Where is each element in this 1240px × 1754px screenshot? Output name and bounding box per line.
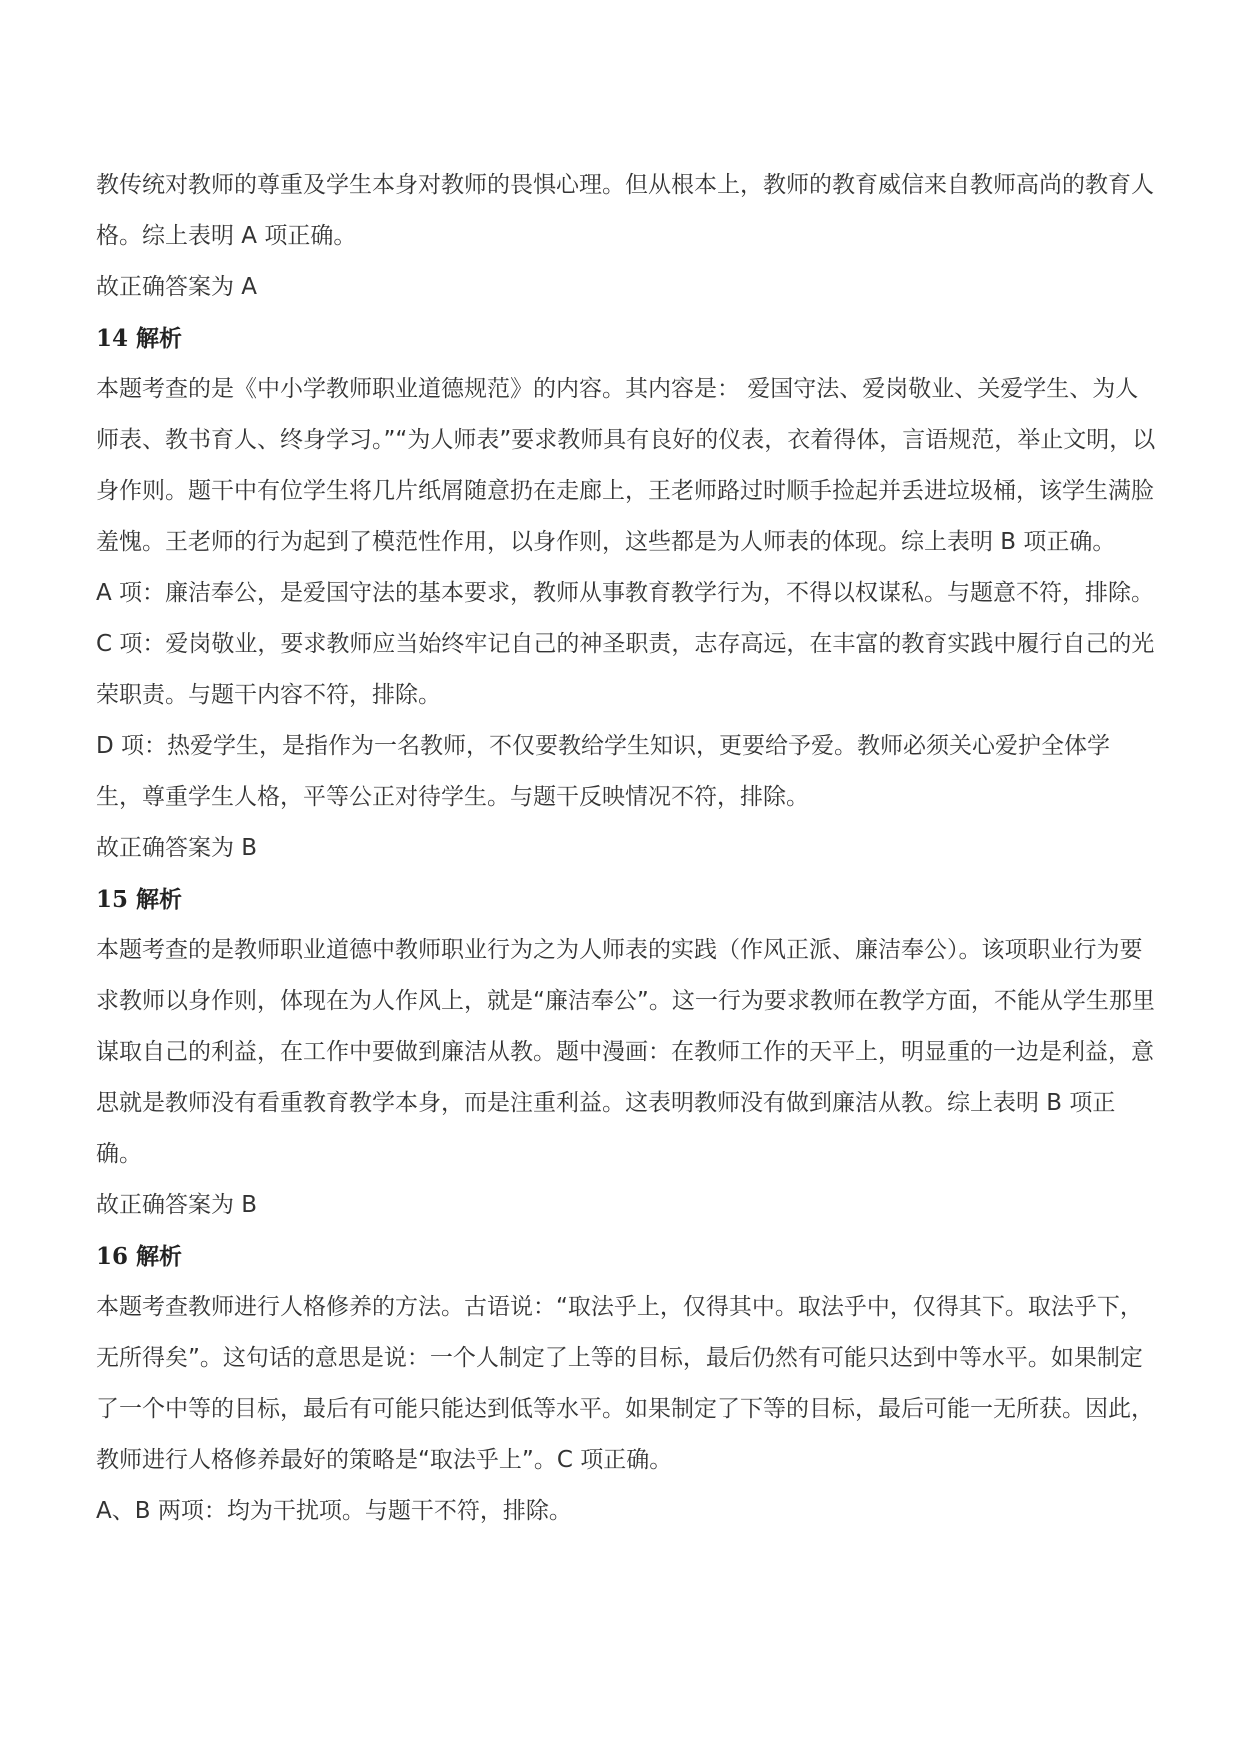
paragraph: C 项：爱岗敬业，要求教师应当始终牢记自己的神圣职责，志存高远，在丰富的教育实践中履行自己的光荣职责。与题干内容不符，排除。 (96, 631, 1155, 708)
paragraph: A、B 两项：均为干扰项。与题干不符，排除。 (96, 1498, 572, 1524)
section-heading: 14 解析 (96, 325, 183, 352)
paragraph: A 项：廉洁奉公，是爱国守法的基本要求，教师从事教育教学行为，不得以权谋私。与题意不符，排除。 (96, 580, 1155, 606)
section-heading: 15 解析 (96, 886, 183, 913)
paragraph: 本题考查教师进行人格修养的方法。古语说：“取法乎上，仅得其中。取法乎中，仅得其下。取法乎下，无所得矣”。这句话的意思是说：一个人制定了上等的目标，最后仍然有可能只达到中等水平。如果制定了一个中等的目标，最后有可能只能达到低等水平。如果制定了下等的目标，最后可能一无所获。因此，教师进行人格修养最好的策略是“取法乎上”。C 项正确。 (96, 1294, 1154, 1473)
paragraph: 本题考查的是教师职业道德中教师职业行为之为人师表的实践（作风正派、廉洁奉公）。该项职业行为要求教师以身作则，体现在为人作风上，就是“廉洁奉公”。这一行为要求教师在教学方面，不能从学生那里谋取自己的利益，在工作中要做到廉洁从教。题中漫画：在教师工作的天平上，明显重的一边是利益，意思就是教师没有看重教育教学本身，而是注重利益。这表明教师没有做到廉洁从教。综上表明 B 项正确。 (96, 937, 1155, 1167)
answer-line: 故正确答案为 B (96, 1192, 258, 1218)
paragraph: D 项：热爱学生，是指作为一名教师，不仅要教给学生知识，更要给予爱。教师必须关心爱护全体学生，尊重学生人格，平等公正对待学生。与题干反映情况不符，排除。 (96, 733, 1111, 810)
answer-line: 故正确答案为 B (96, 835, 258, 861)
paragraph: 本题考查的是《中小学教师职业道德规范》的内容。其内容是： 爱国守法、爱岗敬业、关爱学生、为人师表、教书育人、终身学习。”“为人师表”要求教师具有良好的仪表，衣着得体，言语规范，举止文明，以身作则。题干中有位学生将几片纸屑随意扔在走廊上，王老师路过时顺手捡起并丢进垃圾桶，该学生满脸羞愧。王老师的行为起到了模范性作用，以身作则，这些都是为人师表的体现。综上表明 B 项正确。 (96, 376, 1156, 555)
document-page (96, 160, 1156, 1537)
paragraph: 教传统对教师的尊重及学生本身对教师的畏惧心理。但从根本上，教师的教育威信来自教师高尚的教育人格。综上表明 A 项正确。 (96, 172, 1154, 249)
answer-line: 故正确答案为 A (96, 274, 258, 300)
section-heading: 16 解析 (96, 1243, 183, 1270)
